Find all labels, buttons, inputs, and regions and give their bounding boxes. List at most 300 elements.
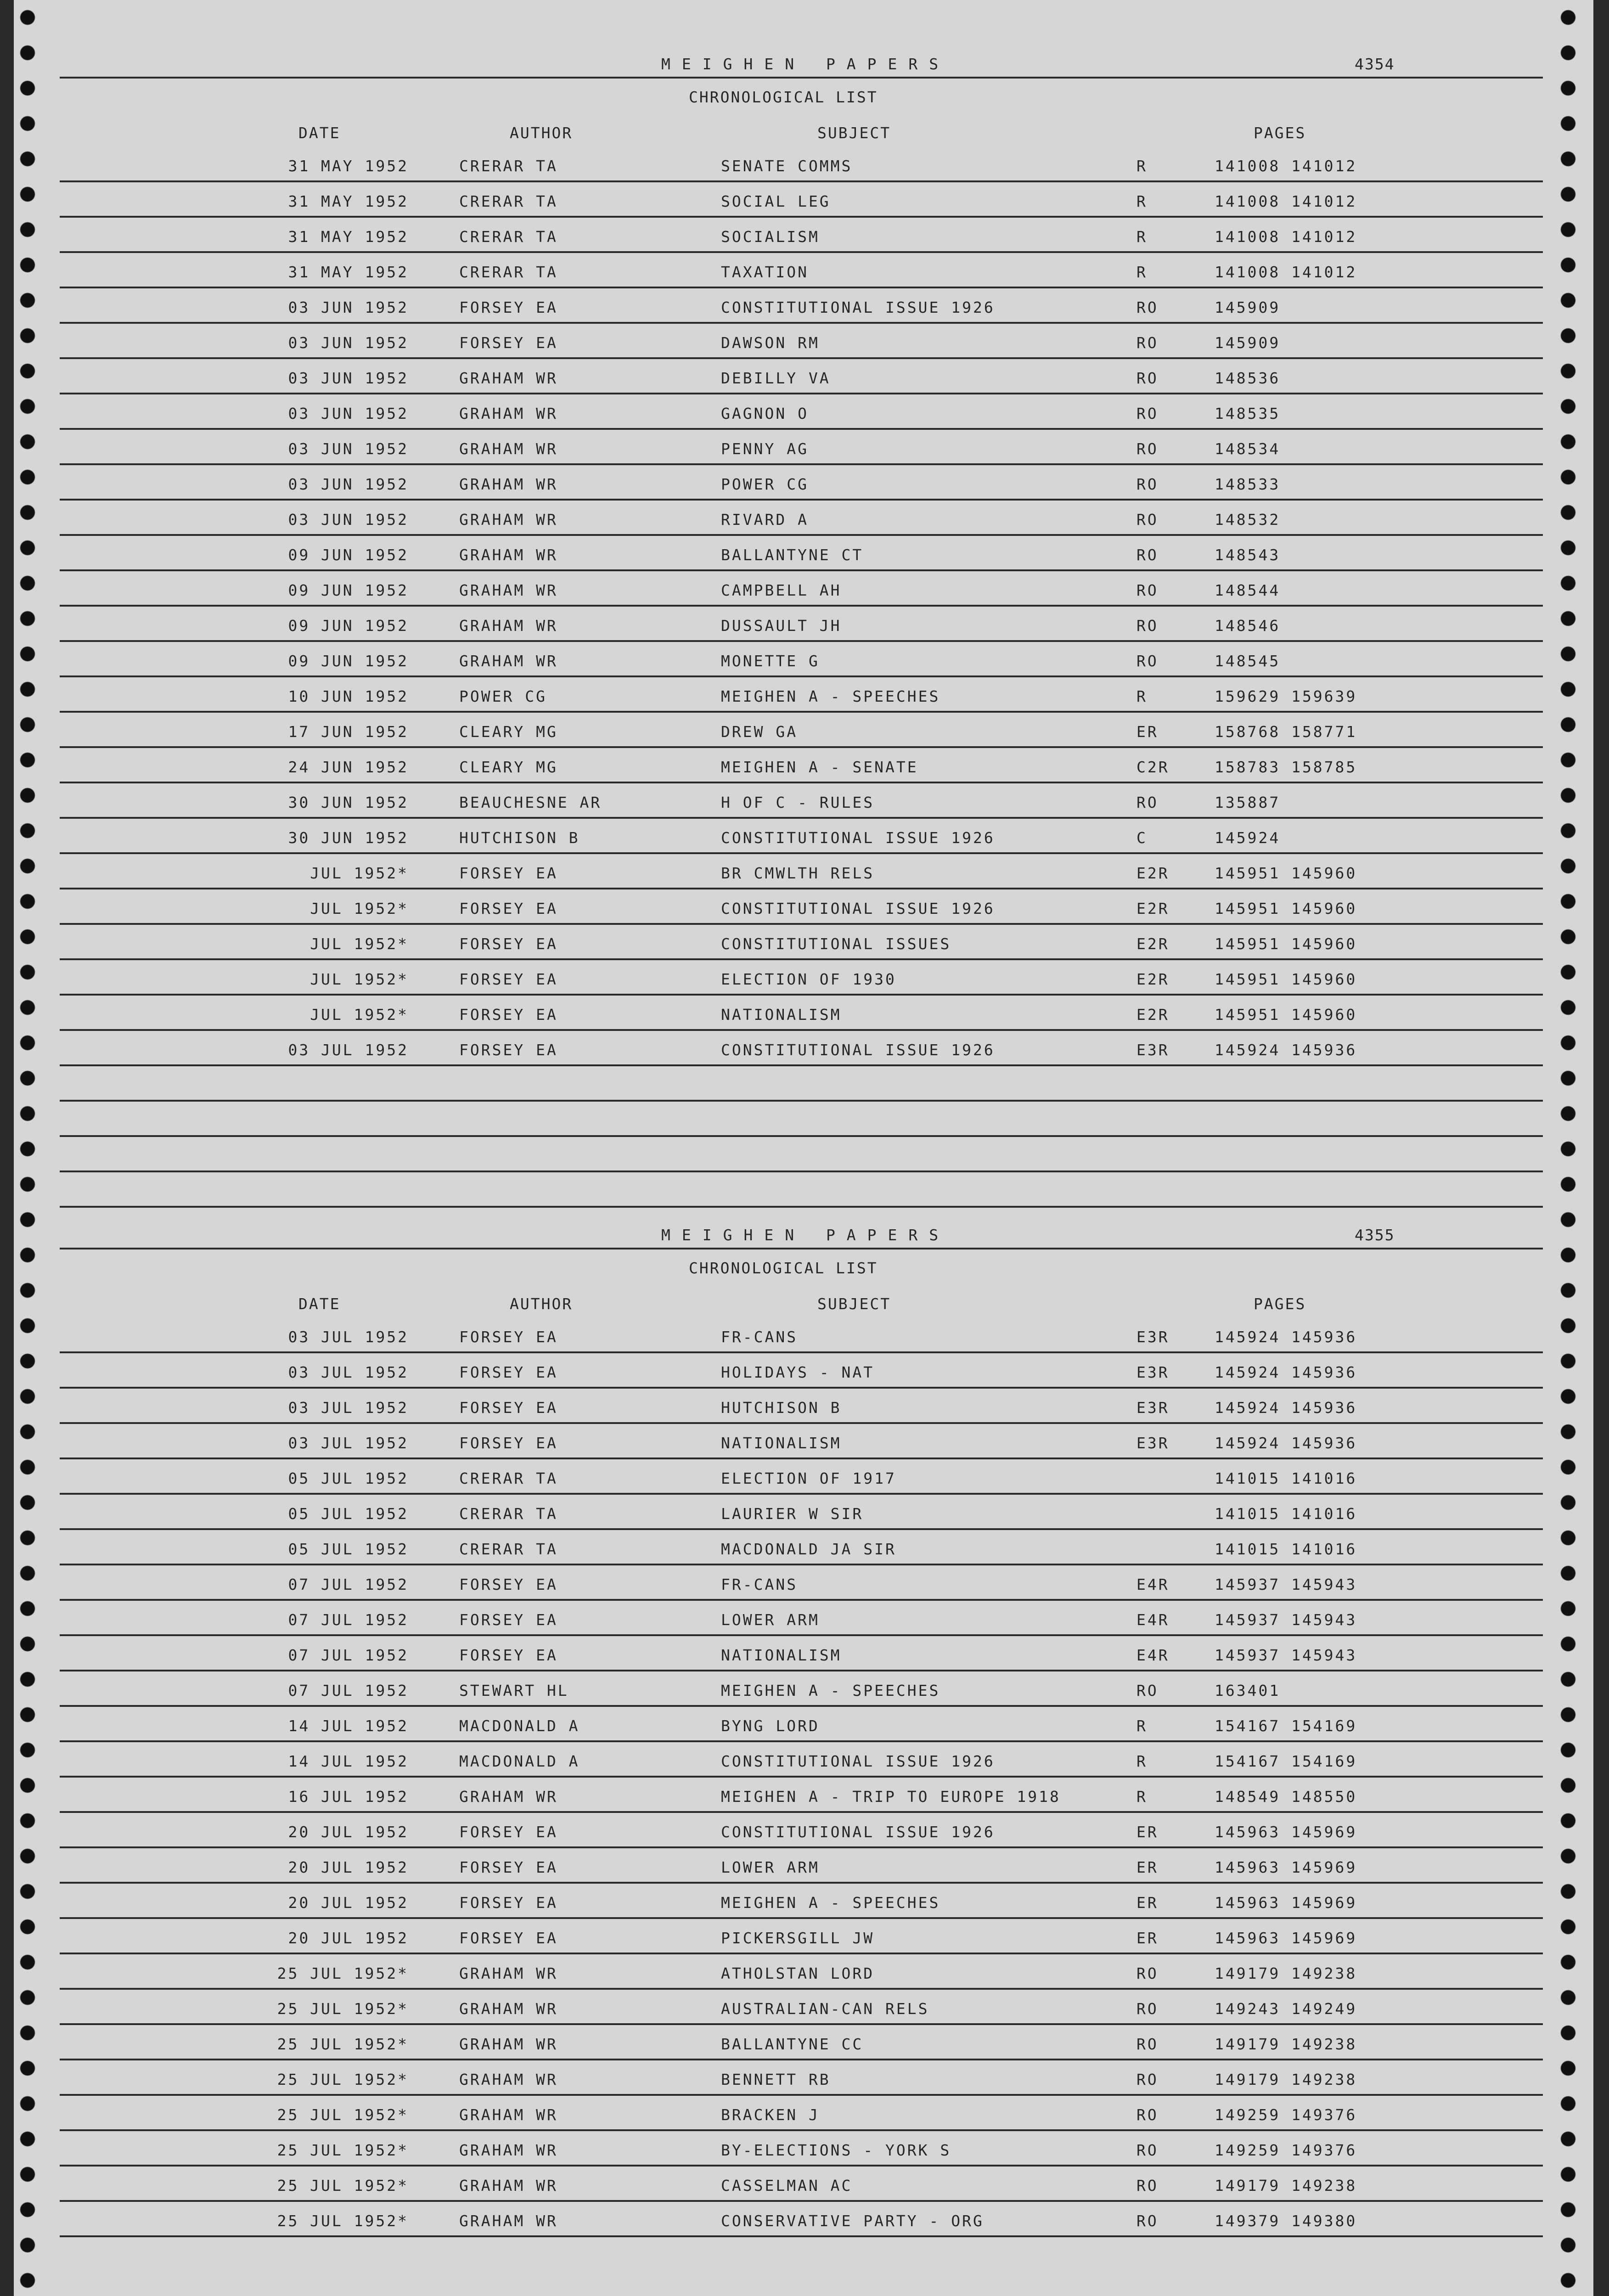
row-author: GRAHAM WR xyxy=(459,2071,558,2088)
row-author: FORSEY EA xyxy=(459,1611,558,1629)
row-subject: HUTCHISON B xyxy=(721,1399,842,1417)
row-author: FORSEY EA xyxy=(459,970,558,988)
row-pages: 145963 145969 xyxy=(1215,1858,1357,1876)
row-date: 03 JUL 1952 xyxy=(288,1399,409,1417)
row-author: FORSEY EA xyxy=(459,1646,558,1664)
header-date: DATE xyxy=(298,124,341,142)
row-author: FORSEY EA xyxy=(459,1894,558,1912)
row-pages: 149179 149238 xyxy=(1215,2035,1357,2053)
row-subject: CONSTITUTIONAL ISSUE 1926 xyxy=(721,829,995,847)
row-code: E3R xyxy=(1136,1328,1170,1346)
header-subject: SUBJECT xyxy=(817,1295,891,1313)
row-author: CRERAR TA xyxy=(459,263,558,281)
row-subject: CONSTITUTIONAL ISSUE 1926 xyxy=(721,1823,995,1841)
table-row xyxy=(60,607,1543,642)
row-date: 03 JUN 1952 xyxy=(288,369,409,387)
row-pages: 158783 158785 xyxy=(1215,758,1357,776)
row-subject: CASSELMAN AC xyxy=(721,2177,853,2195)
row-pages: 145924 145936 xyxy=(1215,1041,1357,1059)
table-row xyxy=(60,783,1543,819)
row-author: GRAHAM WR xyxy=(459,617,558,635)
row-pages: 158768 158771 xyxy=(1215,723,1357,741)
left-tractor-feed-holes xyxy=(14,0,41,2296)
row-code: RO xyxy=(1136,2106,1159,2124)
header-date: DATE xyxy=(298,1295,341,1313)
row-date: 03 JUN 1952 xyxy=(288,334,409,352)
row-date: 20 JUL 1952 xyxy=(288,1894,409,1912)
header-pages: PAGES xyxy=(1254,124,1306,142)
row-date: 07 JUL 1952 xyxy=(288,1682,409,1699)
row-subject: LAURIER W SIR xyxy=(721,1505,864,1523)
row-date: JUL 1952* xyxy=(310,900,409,917)
row-subject: CONSTITUTIONAL ISSUES xyxy=(721,935,951,953)
row-code: RO xyxy=(1136,1964,1159,1982)
table-row xyxy=(60,1636,1543,1671)
row-code: RO xyxy=(1136,2035,1159,2053)
row-subject: MEIGHEN A - SPEECHES xyxy=(721,687,940,705)
row-date: 03 JUN 1952 xyxy=(288,298,409,316)
title-rule xyxy=(60,77,1543,79)
row-subject: DUSSAULT JH xyxy=(721,617,842,635)
row-code: E2R xyxy=(1136,864,1170,882)
row-author: FORSEY EA xyxy=(459,1399,558,1417)
row-subject: MEIGHEN A - SPEECHES xyxy=(721,1682,940,1699)
table-row xyxy=(60,2025,1543,2060)
row-subject: BALLANTYNE CC xyxy=(721,2035,864,2053)
table-row xyxy=(60,1495,1543,1530)
table-row xyxy=(60,2167,1543,2202)
page-number: 4354 xyxy=(1355,55,1395,73)
row-date: 03 JUL 1952 xyxy=(288,1328,409,1346)
row-pages: 148545 xyxy=(1215,652,1281,670)
table-row xyxy=(60,1707,1543,1742)
row-author: FORSEY EA xyxy=(459,900,558,917)
row-code: R xyxy=(1136,1788,1148,1806)
row-code: E2R xyxy=(1136,900,1170,917)
row-date: JUL 1952* xyxy=(310,1006,409,1024)
row-code: E3R xyxy=(1136,1399,1170,1417)
row-pages: 145909 xyxy=(1215,334,1281,352)
row-code: RO xyxy=(1136,2177,1159,2195)
entry-rows xyxy=(60,147,1543,1066)
row-subject: H OF C - RULES xyxy=(721,793,875,811)
row-author: CRERAR TA xyxy=(459,228,558,246)
row-pages: 141015 141016 xyxy=(1215,1469,1357,1487)
table-row xyxy=(60,218,1543,253)
list-title: CHRONOLOGICAL LIST xyxy=(689,88,878,106)
row-subject: CONSERVATIVE PARTY - ORG xyxy=(721,2212,984,2230)
row-author: FORSEY EA xyxy=(459,1434,558,1452)
row-subject: DEBILLY VA xyxy=(721,369,831,387)
row-pages: 145951 145960 xyxy=(1215,864,1357,882)
row-author: GRAHAM WR xyxy=(459,405,558,422)
row-subject: MACDONALD JA SIR xyxy=(721,1540,896,1558)
table-row xyxy=(60,1318,1543,1353)
row-subject: LOWER ARM xyxy=(721,1858,820,1876)
table-row xyxy=(60,1424,1543,1459)
row-author: MACDONALD A xyxy=(459,1752,580,1770)
row-subject: HOLIDAYS - NAT xyxy=(721,1363,875,1381)
row-author: CRERAR TA xyxy=(459,1469,558,1487)
table-row xyxy=(60,1884,1543,1919)
row-pages: 141008 141012 xyxy=(1215,263,1357,281)
row-subject: AUSTRALIAN-CAN RELS xyxy=(721,2000,929,2018)
header-subject: SUBJECT xyxy=(817,124,891,142)
row-pages: 149179 149238 xyxy=(1215,1964,1357,1982)
row-author: FORSEY EA xyxy=(459,1576,558,1593)
row-code: E2R xyxy=(1136,970,1170,988)
row-pages: 148543 xyxy=(1215,546,1281,564)
row-code: RO xyxy=(1136,581,1159,599)
row-code: E3R xyxy=(1136,1363,1170,1381)
row-author: CLEARY MG xyxy=(459,758,558,776)
row-pages: 149259 149376 xyxy=(1215,2141,1357,2159)
row-subject: NATIONALISM xyxy=(721,1006,842,1024)
row-pages: 141015 141016 xyxy=(1215,1505,1357,1523)
row-subject: ATHOLSTAN LORD xyxy=(721,1964,875,1982)
table-row xyxy=(60,1601,1543,1636)
table-row xyxy=(60,819,1543,854)
row-pages: 145924 xyxy=(1215,829,1281,847)
row-author: CRERAR TA xyxy=(459,1505,558,1523)
row-pages: 145951 145960 xyxy=(1215,1006,1357,1024)
table-row xyxy=(60,1565,1543,1601)
table-row xyxy=(60,2131,1543,2167)
row-code: ER xyxy=(1136,1823,1159,1841)
table-row xyxy=(60,501,1543,536)
row-pages: 135887 xyxy=(1215,793,1281,811)
table-row xyxy=(60,1031,1543,1066)
row-subject: MEIGHEN A - SENATE xyxy=(721,758,918,776)
table-row xyxy=(60,1353,1543,1389)
row-code: RO xyxy=(1136,475,1159,493)
table-row xyxy=(60,2096,1543,2131)
row-subject: CAMPBELL AH xyxy=(721,581,842,599)
row-pages: 149179 149238 xyxy=(1215,2177,1357,2195)
header-author: AUTHOR xyxy=(510,1295,573,1313)
row-author: GRAHAM WR xyxy=(459,652,558,670)
row-code: RO xyxy=(1136,652,1159,670)
table-row xyxy=(60,925,1543,960)
row-code: RO xyxy=(1136,2212,1159,2230)
row-subject: MEIGHEN A - SPEECHES xyxy=(721,1894,940,1912)
row-subject: MEIGHEN A - TRIP TO EUROPE 1918 xyxy=(721,1788,1061,1806)
row-author: GRAHAM WR xyxy=(459,369,558,387)
table-row xyxy=(60,465,1543,501)
table-row xyxy=(60,1813,1543,1848)
table-row xyxy=(60,571,1543,607)
row-author: GRAHAM WR xyxy=(459,2000,558,2018)
row-code: RO xyxy=(1136,298,1159,316)
row-pages: 141008 141012 xyxy=(1215,157,1357,175)
row-subject: SOCIALISM xyxy=(721,228,820,246)
row-date: 31 MAY 1952 xyxy=(288,157,409,175)
table-row xyxy=(60,394,1543,430)
row-date: 31 MAY 1952 xyxy=(288,192,409,210)
row-pages: 141008 141012 xyxy=(1215,192,1357,210)
row-pages: 141008 141012 xyxy=(1215,228,1357,246)
row-code: R xyxy=(1136,228,1148,246)
row-pages: 148533 xyxy=(1215,475,1281,493)
column-headers xyxy=(60,124,1543,142)
table-row xyxy=(60,1954,1543,1990)
row-date: 25 JUL 1952* xyxy=(277,1964,409,1982)
page-title: MEIGHEN PAPERS xyxy=(661,1226,950,1244)
row-code: E2R xyxy=(1136,1006,1170,1024)
row-date: 09 JUN 1952 xyxy=(288,652,409,670)
row-author: FORSEY EA xyxy=(459,334,558,352)
row-code: ER xyxy=(1136,1858,1159,1876)
row-date: 20 JUL 1952 xyxy=(288,1858,409,1876)
row-author: FORSEY EA xyxy=(459,1363,558,1381)
row-subject: DREW GA xyxy=(721,723,798,741)
row-date: 07 JUL 1952 xyxy=(288,1646,409,1664)
row-subject: ELECTION OF 1930 xyxy=(721,970,896,988)
entry-rows xyxy=(60,1318,1543,2237)
row-subject: BRACKEN J xyxy=(721,2106,820,2124)
blank-rule xyxy=(60,1100,1543,1102)
table-row xyxy=(60,642,1543,677)
row-subject: CONSTITUTIONAL ISSUE 1926 xyxy=(721,900,995,917)
row-subject: BYNG LORD xyxy=(721,1717,820,1735)
row-date: 03 JUN 1952 xyxy=(288,405,409,422)
table-row xyxy=(60,324,1543,359)
row-code: RO xyxy=(1136,617,1159,635)
row-pages: 145937 145943 xyxy=(1215,1646,1357,1664)
row-code: C xyxy=(1136,829,1148,847)
row-pages: 145963 145969 xyxy=(1215,1894,1357,1912)
row-code: E2R xyxy=(1136,935,1170,953)
row-pages: 145924 145936 xyxy=(1215,1399,1357,1417)
column-headers xyxy=(60,1295,1543,1313)
row-date: 05 JUL 1952 xyxy=(288,1540,409,1558)
row-date: 25 JUL 1952* xyxy=(277,2212,409,2230)
row-author: GRAHAM WR xyxy=(459,475,558,493)
row-pages: 149259 149376 xyxy=(1215,2106,1357,2124)
row-author: FORSEY EA xyxy=(459,1006,558,1024)
row-subject: TAXATION xyxy=(721,263,809,281)
row-author: GRAHAM WR xyxy=(459,2035,558,2053)
row-subject: NATIONALISM xyxy=(721,1434,842,1452)
row-date: 25 JUL 1952* xyxy=(277,2177,409,2195)
row-author: GRAHAM WR xyxy=(459,546,558,564)
list-title: CHRONOLOGICAL LIST xyxy=(689,1259,878,1277)
table-row xyxy=(60,1848,1543,1884)
table-row xyxy=(60,430,1543,465)
row-subject: FR-CANS xyxy=(721,1328,798,1346)
row-pages: 148549 148550 xyxy=(1215,1788,1357,1806)
row-pages: 159629 159639 xyxy=(1215,687,1357,705)
row-pages: 148544 xyxy=(1215,581,1281,599)
row-code: E3R xyxy=(1136,1041,1170,1059)
row-author: POWER CG xyxy=(459,687,547,705)
row-date: 07 JUL 1952 xyxy=(288,1576,409,1593)
table-row xyxy=(60,677,1543,713)
row-subject: BY-ELECTIONS - YORK S xyxy=(721,2141,951,2159)
row-date: 25 JUL 1952* xyxy=(277,2035,409,2053)
row-pages: 148546 xyxy=(1215,617,1281,635)
row-subject: BALLANTYNE CT xyxy=(721,546,864,564)
row-subject: CONSTITUTIONAL ISSUE 1926 xyxy=(721,1041,995,1059)
row-code: RO xyxy=(1136,405,1159,422)
row-author: GRAHAM WR xyxy=(459,2212,558,2230)
row-author: FORSEY EA xyxy=(459,1328,558,1346)
row-pages: 141015 141016 xyxy=(1215,1540,1357,1558)
row-author: CRERAR TA xyxy=(459,157,558,175)
row-pages: 154167 154169 xyxy=(1215,1717,1357,1735)
row-date: 25 JUL 1952* xyxy=(277,2071,409,2088)
row-date: 17 JUN 1952 xyxy=(288,723,409,741)
row-code: R xyxy=(1136,1717,1148,1735)
row-subject: FR-CANS xyxy=(721,1576,798,1593)
page-number: 4355 xyxy=(1355,1226,1395,1244)
table-row xyxy=(60,1671,1543,1707)
row-author: GRAHAM WR xyxy=(459,2177,558,2195)
right-tractor-feed-holes xyxy=(1554,0,1582,2296)
row-pages: 149379 149380 xyxy=(1215,2212,1357,2230)
row-date: 05 JUL 1952 xyxy=(288,1469,409,1487)
row-subject: BENNETT RB xyxy=(721,2071,831,2088)
row-date: 25 JUL 1952* xyxy=(277,2000,409,2018)
row-pages: 145937 145943 xyxy=(1215,1576,1357,1593)
row-code: RO xyxy=(1136,546,1159,564)
row-date: 25 JUL 1952* xyxy=(277,2106,409,2124)
row-pages: 148536 xyxy=(1215,369,1281,387)
row-subject: CONSTITUTIONAL ISSUE 1926 xyxy=(721,1752,995,1770)
row-date: 16 JUL 1952 xyxy=(288,1788,409,1806)
row-date: 09 JUN 1952 xyxy=(288,617,409,635)
table-row xyxy=(60,1459,1543,1495)
row-author: GRAHAM WR xyxy=(459,2141,558,2159)
row-subject: LOWER ARM xyxy=(721,1611,820,1629)
row-subject: CONSTITUTIONAL ISSUE 1926 xyxy=(721,298,995,316)
row-date: 09 JUN 1952 xyxy=(288,581,409,599)
row-date: 03 JUL 1952 xyxy=(288,1434,409,1452)
table-row xyxy=(60,2202,1543,2237)
row-date: 03 JUN 1952 xyxy=(288,475,409,493)
row-pages: 145924 145936 xyxy=(1215,1328,1357,1346)
row-subject: MONETTE G xyxy=(721,652,820,670)
header-author: AUTHOR xyxy=(510,124,573,142)
table-row xyxy=(60,288,1543,324)
row-code: E3R xyxy=(1136,1434,1170,1452)
row-code: RO xyxy=(1136,334,1159,352)
row-date: JUL 1952* xyxy=(310,935,409,953)
row-date: 14 JUL 1952 xyxy=(288,1717,409,1735)
blank-rule xyxy=(60,1206,1543,1208)
row-subject: DAWSON RM xyxy=(721,334,820,352)
row-code: RO xyxy=(1136,369,1159,387)
row-author: FORSEY EA xyxy=(459,1041,558,1059)
row-subject: NATIONALISM xyxy=(721,1646,842,1664)
row-author: FORSEY EA xyxy=(459,864,558,882)
row-subject: PICKERSGILL JW xyxy=(721,1929,875,1947)
row-date: 31 MAY 1952 xyxy=(288,228,409,246)
row-date: 30 JUN 1952 xyxy=(288,829,409,847)
row-pages: 149179 149238 xyxy=(1215,2071,1357,2088)
row-pages: 148532 xyxy=(1215,511,1281,529)
row-date: 03 JUL 1952 xyxy=(288,1041,409,1059)
table-row xyxy=(60,536,1543,571)
row-subject: SENATE COMMS xyxy=(721,157,853,175)
row-author: BEAUCHESNE AR xyxy=(459,793,602,811)
row-pages: 145951 145960 xyxy=(1215,900,1357,917)
blank-rule xyxy=(60,1171,1543,1172)
row-author: STEWART HL xyxy=(459,1682,569,1699)
row-date: 05 JUL 1952 xyxy=(288,1505,409,1523)
row-date: 14 JUL 1952 xyxy=(288,1752,409,1770)
row-code: ER xyxy=(1136,1894,1159,1912)
row-date: JUL 1952* xyxy=(310,970,409,988)
row-pages: 145951 145960 xyxy=(1215,970,1357,988)
row-author: GRAHAM WR xyxy=(459,1964,558,1982)
table-row xyxy=(60,996,1543,1031)
row-author: HUTCHISON B xyxy=(459,829,580,847)
row-code: ER xyxy=(1136,723,1159,741)
row-date: 20 JUL 1952 xyxy=(288,1929,409,1947)
row-pages: 145924 145936 xyxy=(1215,1434,1357,1452)
row-pages: 149243 149249 xyxy=(1215,2000,1357,2018)
row-author: FORSEY EA xyxy=(459,1929,558,1947)
table-row xyxy=(60,1778,1543,1813)
row-code: C2R xyxy=(1136,758,1170,776)
row-pages: 154167 154169 xyxy=(1215,1752,1357,1770)
row-date: 09 JUN 1952 xyxy=(288,546,409,564)
row-code: R xyxy=(1136,1752,1148,1770)
row-date: 07 JUL 1952 xyxy=(288,1611,409,1629)
row-subject: GAGNON O xyxy=(721,405,809,422)
row-pages: 145937 145943 xyxy=(1215,1611,1357,1629)
row-author: GRAHAM WR xyxy=(459,1788,558,1806)
row-code: RO xyxy=(1136,440,1159,458)
row-subject: RIVARD A xyxy=(721,511,809,529)
row-code: RO xyxy=(1136,2141,1159,2159)
row-pages: 148534 xyxy=(1215,440,1281,458)
row-author: GRAHAM WR xyxy=(459,2106,558,2124)
row-author: CLEARY MG xyxy=(459,723,558,741)
row-author: GRAHAM WR xyxy=(459,581,558,599)
header-pages: PAGES xyxy=(1254,1295,1306,1313)
row-author: GRAHAM WR xyxy=(459,440,558,458)
row-code: R xyxy=(1136,687,1148,705)
row-code: RO xyxy=(1136,511,1159,529)
table-row xyxy=(60,1389,1543,1424)
row-date: 03 JUL 1952 xyxy=(288,1363,409,1381)
row-date: 20 JUL 1952 xyxy=(288,1823,409,1841)
row-author: CRERAR TA xyxy=(459,1540,558,1558)
row-date: JUL 1952* xyxy=(310,864,409,882)
row-pages: 145963 145969 xyxy=(1215,1823,1357,1841)
row-author: GRAHAM WR xyxy=(459,511,558,529)
table-row xyxy=(60,854,1543,889)
table-row xyxy=(60,1990,1543,2025)
row-code: ER xyxy=(1136,1929,1159,1947)
row-subject: SOCIAL LEG xyxy=(721,192,831,210)
row-subject: PENNY AG xyxy=(721,440,809,458)
row-date: 03 JUN 1952 xyxy=(288,511,409,529)
row-date: 03 JUN 1952 xyxy=(288,440,409,458)
row-author: FORSEY EA xyxy=(459,298,558,316)
row-subject: POWER CG xyxy=(721,475,809,493)
table-row xyxy=(60,748,1543,783)
table-row xyxy=(60,960,1543,996)
row-subject: ELECTION OF 1917 xyxy=(721,1469,896,1487)
row-pages: 145951 145960 xyxy=(1215,935,1357,953)
row-pages: 148535 xyxy=(1215,405,1281,422)
row-code: R xyxy=(1136,157,1148,175)
row-code: RO xyxy=(1136,793,1159,811)
row-code: RO xyxy=(1136,2071,1159,2088)
